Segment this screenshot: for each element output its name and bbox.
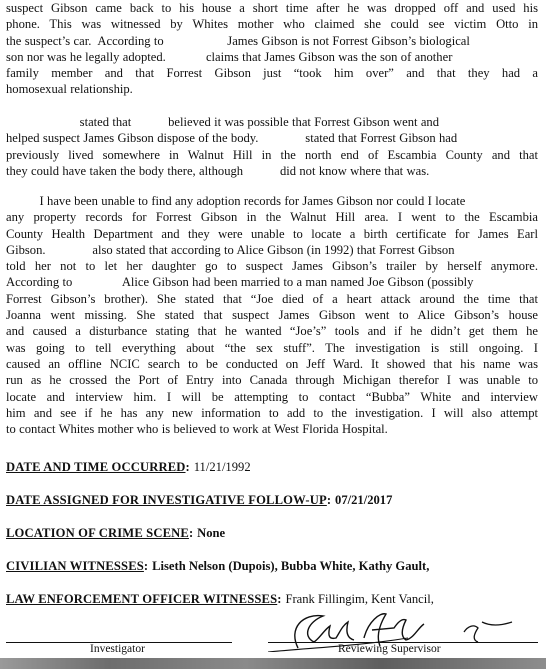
text-line: locate and interview him. I will be attempting to contact “Bubba” White and interview [6,389,538,404]
field-label: CIVILIAN WITNESSES [6,559,144,573]
text-line: the suspect’s car. According to James Gibson is not Forrest Gibson’s biological [6,33,470,48]
text-line: County Health Department and they were unable to locate a birth certificate for James Earl [6,226,538,241]
text-line: family member and that Forrest Gibson just “took him over” and that they had a [6,66,538,81]
date-assigned-field: DATE ASSIGNED FOR INVESTIGATIVE FOLLOW-UP: 07/21/2017 [6,493,393,507]
narrative-paragraph-3 [6,193,538,437]
field-label: LOCATION OF CRIME SCENE [6,526,189,540]
field-value: 07/21/2017 [335,493,393,507]
text-line: homosexual relationship. [6,82,133,97]
supervisor-label: Reviewing Supervisor [338,643,441,655]
text-line: stated that believed it was possible that Forrest Gibson went and [6,115,440,129]
field-label: DATE AND TIME OCCURRED [6,460,186,474]
field-value: 11/21/1992 [193,460,251,474]
date-occurred-field: DATE AND TIME OCCURRED: 11/21/1992 [6,460,251,474]
investigator-label: Investigator [90,643,145,655]
text-line: helped suspect James Gibson dispose of the body. stated that Forrest Gibson had [6,131,458,146]
civilian-witnesses-field: CIVILIAN WITNESSES: Liseth Nelson (Dupois), Bubba White, Kathy Gault, [6,559,430,573]
text-line: and caused a disturbance stating that he wanted “Joe’s” tools and if he didn’t get them he [6,324,538,339]
text-line: previously lived somewhere in Walnut Hill in the north end of Escambia County and that [6,147,538,162]
text-line: any property records for Forrest Gibson in the Walnut Hill area. I went to the Escambia [6,210,538,225]
leo-witnesses-field: LAW ENFORCEMENT OFFICER WITNESSES: Frank Fillingim, Kent Vancil, [6,592,434,606]
crime-scene-field: LOCATION OF CRIME SCENE: None [6,526,226,540]
text-line: Forrest Gibson’s brother). She stated that “Joe died of a heart attack around the time that [6,291,538,306]
text-line: they could have taken the body there, although did not know where that was. [6,163,430,178]
narrative-paragraph-1 [6,0,538,98]
text-line: him and see if he has any new information to add to the investigation. I will also attempt [6,405,538,420]
field-value: None [197,526,226,540]
text-line: Gibson. also stated that according to Alice Gibson (in 1992) that Forrest Gibson [6,242,455,257]
text-line: phone. This was witnessed by Whites mother who claimed she could see victim Otto in [6,17,538,32]
text-line: suspect Gibson came back to his house a short time after he was dropped off and used his [6,1,538,15]
field-value: Frank Fillingim, Kent Vancil, [285,592,434,606]
supervisor-signature-scribble [268,608,516,652]
text-line: to contact Whites mother who is believed to work at West Florida Hospital. [6,422,388,437]
narrative-paragraph-2 [6,114,538,179]
field-value: Liseth Nelson (Dupois), Bubba White, Kathy Gault, [152,559,430,573]
text-line: According to Alice Gibson had been married to a man named Joe Gibson (possibly [6,275,474,290]
text-line: Joanna went missing. She stated that suspect James Gibson went to Alice Gibson’s house [6,308,538,323]
text-line: caused an offline NCIC search to be conducted on Jeff Ward. It showed that his name was [6,356,538,371]
text-line: was going to tell everything about “the sex stuff”. The investigation is still ongoing. I [6,340,538,355]
text-line: told her not to let her daughter go to suspect James Gibson’s trailer by herself anymore. [6,259,538,274]
text-line: run as he crossed the Port of Entry into Canada through Michigan therefor I was unable to [6,373,538,388]
scan-edge-shadow [0,658,546,669]
field-label: DATE ASSIGNED FOR INVESTIGATIVE FOLLOW-UP [6,493,327,507]
text-line: son nor was he legally adopted. claims that James Gibson was the son of another [6,49,453,64]
text-line: I have been unable to find any adoption records for James Gibson nor could I locate [6,194,466,208]
field-label: LAW ENFORCEMENT OFFICER WITNESSES [6,592,278,606]
